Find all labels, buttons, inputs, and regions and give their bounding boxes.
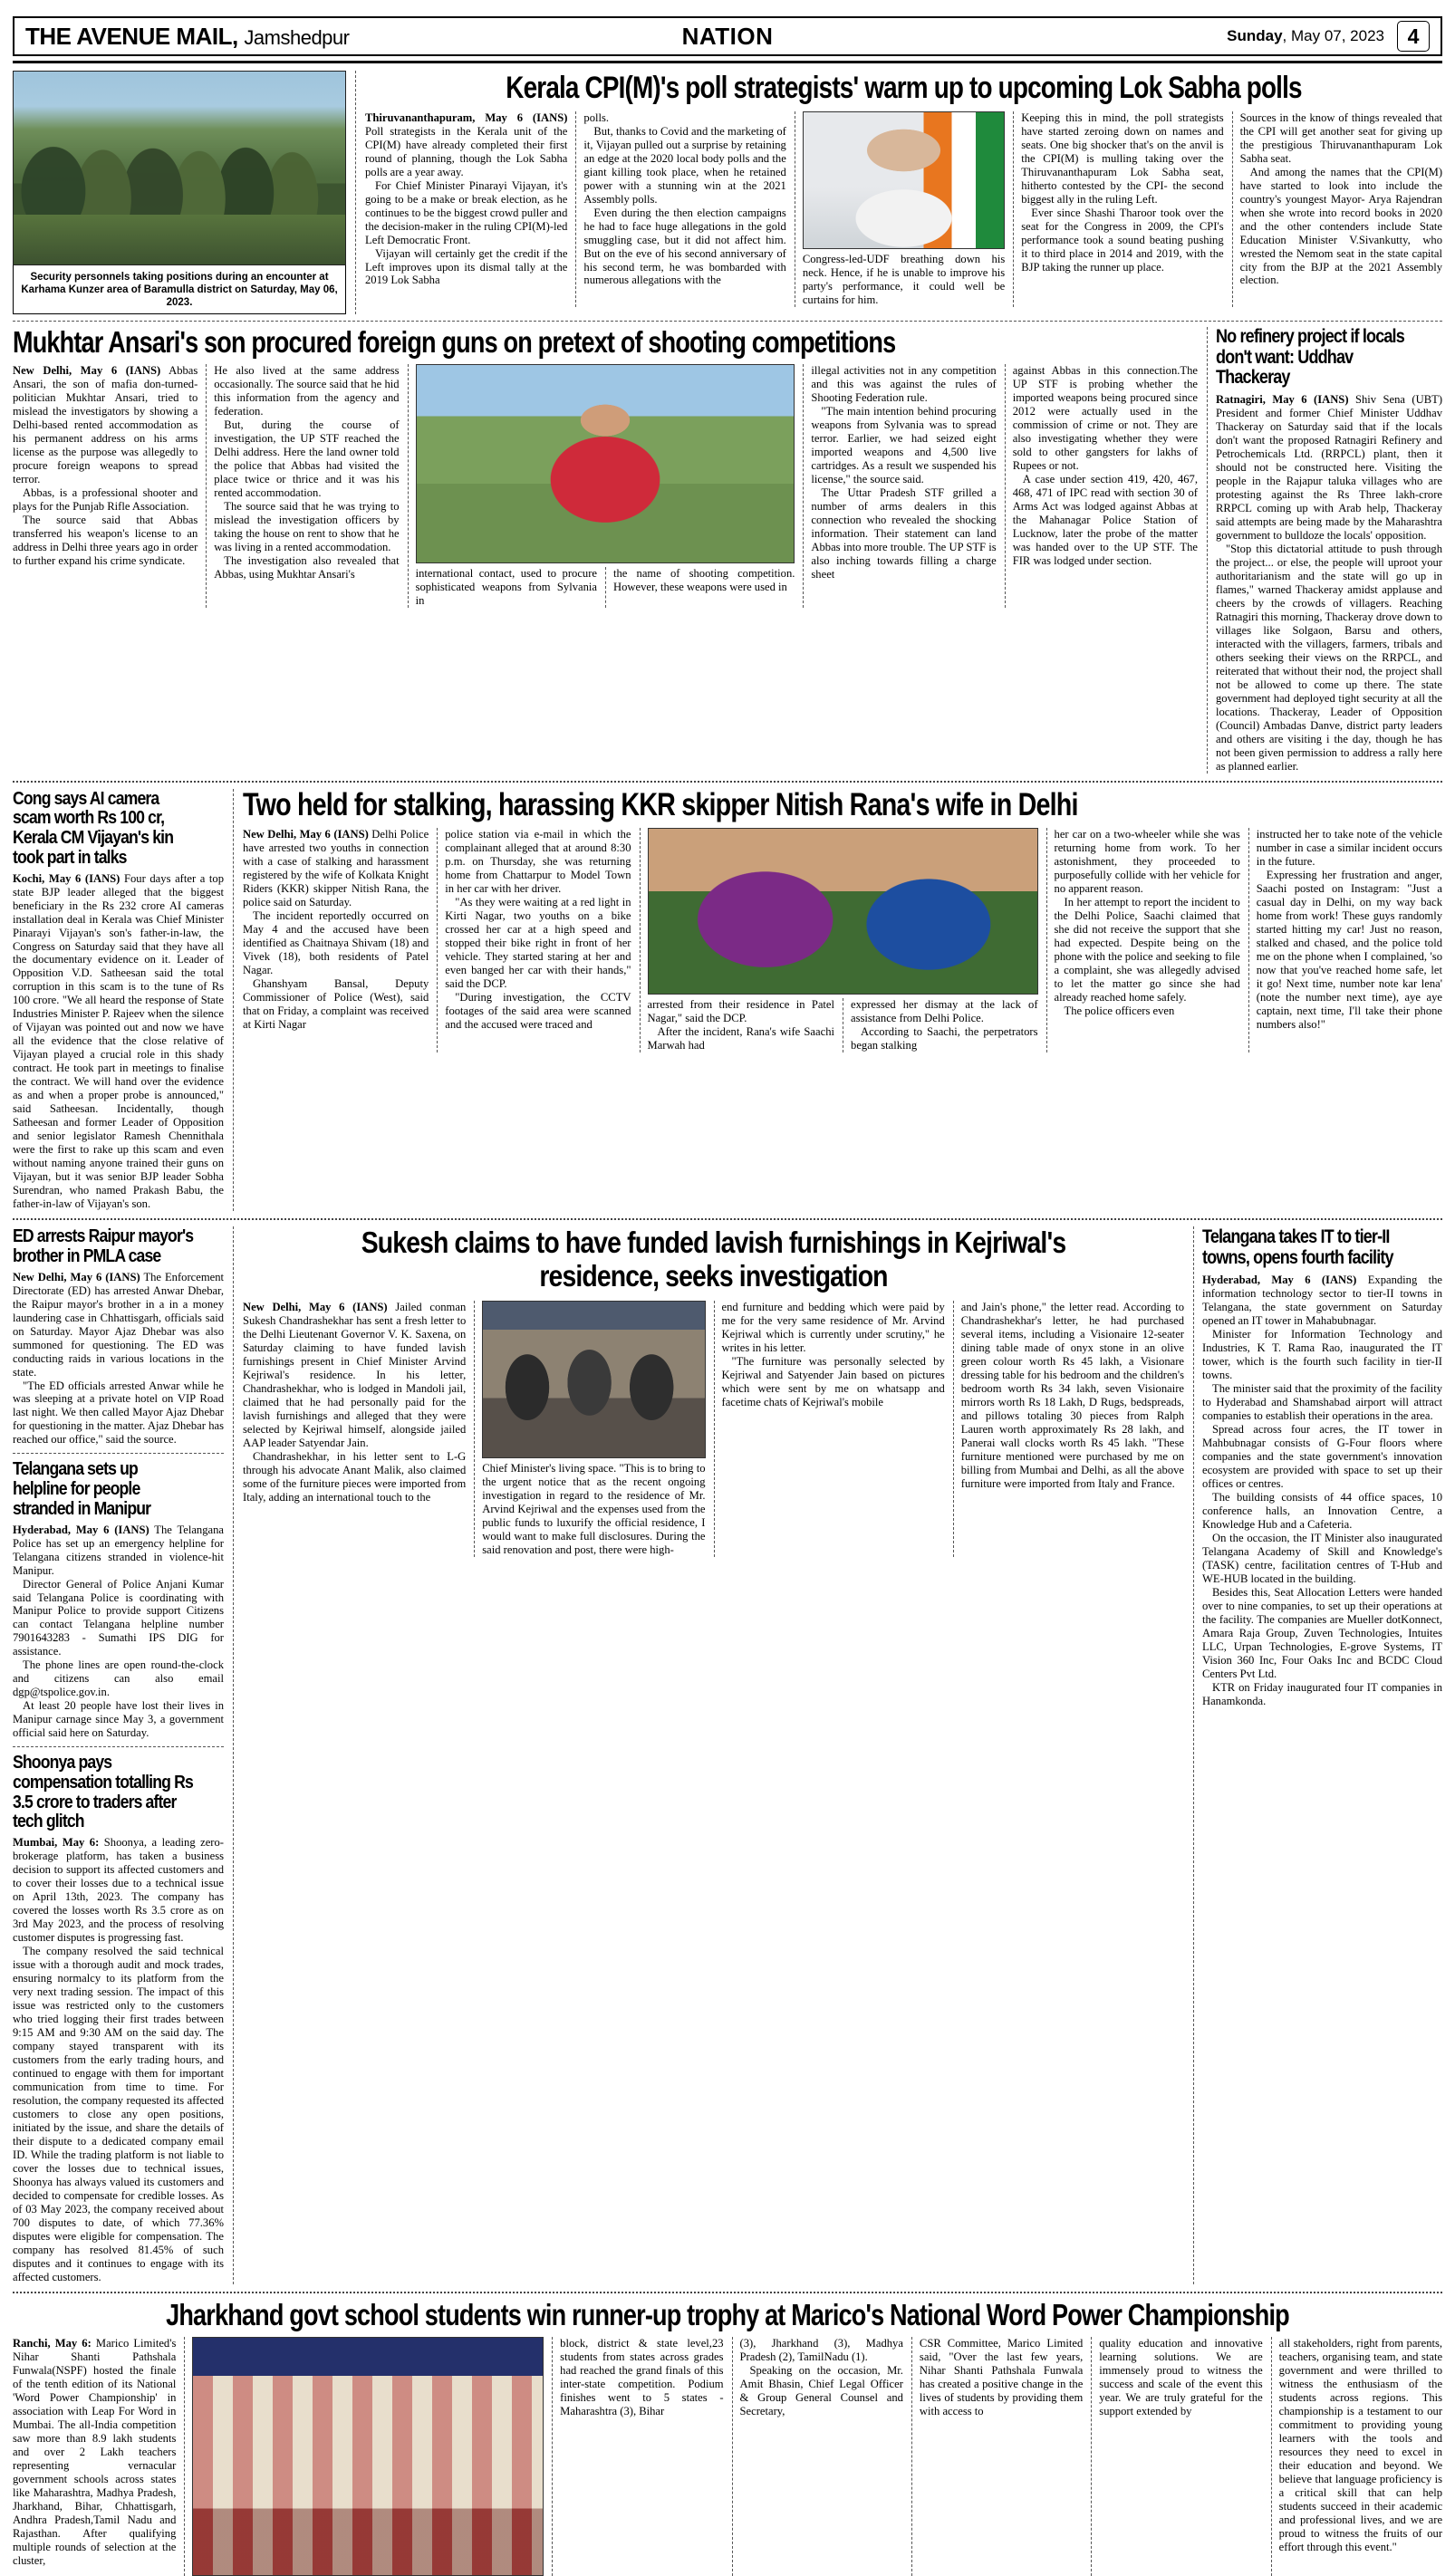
jharkhand-photo [192,2337,544,2576]
refinery-dateline: Ratnagiri, May 6 (IANS) [1216,393,1349,407]
stalking-columns [243,828,1442,1053]
jh-p4: Speaking on the occasion, Mr. Amit Bhasin, Chief Legal Officer & Group General Counsel and Secretary, [739,2364,903,2418]
telangana-it-body [1202,1274,1442,1708]
jharkhand-col-4 [911,2337,1083,2576]
kerala-p10: Sources in the know of things revealed that the CPI will get another seat for giving up the prestigious Thiruvananthapuram Lok Sabha seat. [1239,111,1443,165]
jharkhand-col-3 [732,2337,903,2576]
stalking-p13: The police officers even [1064,1004,1175,1018]
shoonya-p2: The company resolved the said technical issue with a thorough audit and mock trades, ensuring normalcy to its platform from the very next trading session. The impact of this issue was restricted only to the customers who tried logging their first trades between 9:15 AM and 9:30 AM on the said day. The company stayed transparent with its customers from the early trading hours, and continued to engage with them for important communication from time to time. For resolution, the company requested its affected customers to close any open positions, initiated by the issue, and share the details of their dispute to a dedicated company email ID. While the trading platform is not liable to cover the losses due to technical issues, Shoonya has always valued its customers and decided to compensate for credible losses. As of 03 May 2023, the company received about 700 disputes to date, of which 77.36% disputes were eligible for compensation. The company has resolved 81.45% of such disputes and it continues to engage with its affected customers. [13,1945,224,2283]
kerala-col-5 [1232,111,1442,307]
mukhtar-p10: illegal activities not in any competition and this was against the rules of Shooting Federation rule. [811,364,997,405]
masthead-date [1227,27,1384,45]
kerala-p11: And among the names that the CPI(M) have started to look into include the country's youngest Mayor- Arya Rajendran when she wrote into record books in 2020 and the other contenders include State Education Minister V.Sivankutty, who wrested the Nemom seat in the state capital city from the BJP at the 2021 Assembly election. [1239,165,1443,287]
kerala-p9: Ever since Shashi Tharoor took over the seat for the Congress in 2009, the CPI's performance took a sound beating pushing it to third place in 2014 and 2019, with the BJP taking the runner up place. [1021,206,1224,274]
tit-p2: Minister for Information Technology and Industries, K T. Rama Rao, inaugurated the IT tower, which is the fourth such facility in tier-II towns. [1202,1328,1442,1382]
th-p2: Director General of Police Anjani Kumar said Telangana Police is coordinating with Manipur Police to provide support Citizens can contact Telangana helpline number 7901643283 - Sumathi IPS DIG for assistance. [13,1577,224,1658]
mukhtar-photo-col [408,364,795,608]
cong-ai-p1: Four days after a top state BJP leader alleged that the biggest beneficiary in the Rs 232 crore AI cameras installation deal in Kerala was Chief Minister Pinarayi Vijayan's son's father-in-law, the Congress on Saturday said that they have all the documentary evidence on it. Leader of Opposition V.D. Satheesan said the total corruption in this scam is to the tune of Rs 100 crore. "We all heard the response of State Industries Minister P. Rajeev when the silence of Vijayan was pointed out and now we have all the evidence that the close relative of Vijayan played a crucial role in this shady contract. He took part in meetings to finalise the contract. We will hand over the evidence as and when a proper probe is announced," said Satheesan. Incidentally, though Satheesan and former Leader of Opposition and senior legislator Ramesh Chennithala were the first to rake up this scam and even without naming anyone trained their guns on Vijayan, but it was senior BJP leader Sobha Surendran, who named Prakash Babu, the father-in-law of Vijayan's son. [13,871,225,1211]
stalking-headline: Two held for stalking, harassing KKR skipper Nitish Rana's wife in Delhi [243,786,1078,822]
mukhtar-p3: The source said that Abbas transferred his weapon's license to an address in Delhi three years ago in order to further expand his crime syndicate. [13,513,198,567]
stalking-col-3 [648,998,835,1053]
ed-raipur-dateline: New Delhi, May 6 (IANS) [13,1270,140,1283]
jh-p5: CSR Committee, Marico Limited said, "Over the last few years, Nihar Shanti Pathshala Funwala has created a positive change in the lives of students by providing them with access to [919,2337,1084,2418]
telangana-helpline-headline: Telangana sets up helpline for people stranded in Manipur [13,1458,151,1519]
stalking-col-1 [243,828,429,1053]
jharkhand-dateline: Ranchi, May 6: [13,2337,92,2350]
kerala-col-4 [1013,111,1223,307]
masthead-weekday: Sunday [1227,27,1283,44]
cong-ai-body [13,872,224,1212]
mukhtar-col-2 [206,364,399,608]
stalking-p10: According to Saachi, the perpetrators began stalking [851,1025,1038,1053]
shoonya-headline: Shoonya pays compensation totalling Rs 3.5 crore to traders after tech glitch [13,1752,193,1832]
mukhtar-p8: international contact, used to procure sophisticated weapons from Sylvania in [415,567,597,608]
divider-2 [13,781,1442,783]
cong-ai-story [13,789,224,1211]
sukesh-col-3 [714,1301,945,1557]
mukhtar-p12: The Uttar Pradesh STF grilled a number of arms dealers in this connection who revealed the shocking information. Their statement can land Abbas into more trouble. The UP STF is also inching towards filling a charge sheet [811,485,997,581]
sukesh-p5: "The furniture was personally selected by Kejriwal and Satyender Jain based on pictures which were sent by me on whatsapp and facetime chats of Kejriwal's mobile [721,1355,945,1408]
page-number: 4 [1397,21,1430,52]
sukesh-headline: Sukesh claims to have funded lavish furnishings in Kejriwal's residence, seeks investigation [361,1226,1066,1293]
mukhtar-photo [416,364,795,563]
stalking-col-4 [843,998,1038,1053]
jh-p2: block, district & state level,23 students from states across grades had reached the grand finals of this inter-state competition. Podium finishes went to 5 states - Maharashtra (3), Bihar [560,2337,724,2418]
mukhtar-col-3 [416,567,597,608]
th-p1: The Telangana Police has set up an emergency helpline for Telangana citizens stranded in violence-hit Manipur. [13,1523,224,1577]
sukesh-p1: Jailed conman Sukesh Chandrashekhar has sent a fresh letter to the Delhi Lieutenant Governor V. K. Saxena, on Saturday claiming to have funded lavish furnishings present in Chief Minister Arvind Kejriwal's residence. In his letter, Chandrashekhar, who is lodged in Mandoli jail, claimed that he had personally paid for the lavish furnishings and alleged that they were selected by Kejriwal himself, alongside jailed AAP leader Satyendar Jain. [243,1301,467,1449]
masthead-rule [13,61,1442,63]
telangana-helpline-dateline: Hyderabad, May 6 (IANS) [13,1523,149,1536]
refinery-p2: "Stop this dictatorial attitude to push through the project... or else, the people will uproot your authoritarianism and the state will go up in flames," warned Thackeray amidst applause and cheers by the crowds of villagers. Reaching Ratnagiri this morning, Thackeray drove down to villages like Solgaon, Barsu and others, interacted with the villagers, farmers, tribals and others seeking their views on the RRPCL, and reiterated that without their nod, the project shall not be allowed to come up there. The state government had deployed tight security at all the locations. Thackeray, Leader of Opposition (Council) Ambadas Danve, district party leaders and others are visiting i the day, though he has not been given permission to address a rally here as planned earlier. [1216,542,1442,773]
th-p3: The phone lines are open round-the-clock and citizens can also email dgp@tspolice.gov.in. [13,1658,224,1699]
stalking-col-6 [1248,828,1442,1053]
refinery-body [1216,393,1442,774]
mukhtar-p6: The source said that he was trying to mislead the investigation officers by taking the house on rent to show that he was living in a rented accommodation. [214,499,400,553]
stalking-photo [648,828,1038,995]
mukhtar-p1: Abbas Ansari, the son of mafia don-turned-politician Mukhtar Ansari, tried to mislead the investigators by showing a Delhi-based rented accommodation as his permanent address on his arms license as the purpose was allegedly to procure foreign weapons to spread terror. [13,364,198,485]
jharkhand-col-5 [1091,2337,1262,2576]
mukhtar-dateline: New Delhi, May 6 (IANS) [13,364,161,378]
mukhtar-p13: against Abbas in this connection.The UP STF is probing whether the imported weapons being procured since 2012 were actually used in the commission of crime or not. They are also investigating whether they were sold to other gangsters for lakhs of Rupees or not. [1012,364,1198,472]
kashmir-photo [13,71,346,265]
tit-p5: The building consists of 44 office spaces, 10 conference halls, an Innovation Centre, a Knowledge Hub and a Cafeteria. [1202,1491,1442,1532]
top-block [13,71,1442,314]
telangana-helpline-body [13,1523,224,1741]
cong-ai-headline: Cong says AI camera scam worth Rs 100 cr, Kerala CM Vijayan's kin took part in talks [13,787,174,868]
masthead-paper-name: THE AVENUE MAIL, [25,22,238,50]
sukesh-dateline: New Delhi, May 6 (IANS) [243,1301,388,1314]
kerala-columns [365,111,1442,307]
ed-raipur-p2: "The ED officials arrested Anwar while he was sleeping at a private hotel on VIP Road last night. We then called Mayor Ajaz Dhebar for questioning in the matter. Ajaz Dhebar has reached our office," said the source. [13,1379,224,1447]
stalking-p7: arrested from their residence in Patel Nagar," said the DCP. [647,998,835,1025]
mukhtar-p7: The investigation also revealed that Abbas, using Mukhtar Ansari's [214,553,400,581]
stalking-photo-col [640,828,1038,1053]
ed-raipur-body [13,1271,224,1447]
masthead [13,16,1442,56]
kerala-p8: Keeping this in mind, the poll strategists have started zeroing down on names and seats. One big shocker that's on the anvil is the CPI(M) is mulling taking over the Thiruvananthapuram Lok Sabha seat, hitherto contested by the CPI- the second biggest ally in the ruling Left. [1021,111,1224,206]
tit-p3: The minister said that the proximity of the facility to Hyderabad and Shamshabad airport will attract companies to establish their operations in the area. [1202,1382,1442,1423]
shoonya-dateline: Mumbai, May 6: [13,1836,100,1850]
divider-left-2 [13,1746,224,1747]
mukhtar-col-6 [1005,364,1198,608]
jharkhand-col-2 [552,2337,723,2576]
kerala-p6: Even during the then election campaigns he had to face huge allegations in the gold smuggling case, but it did not affect him. But on the eve of his second anniversary of his second term, he was bombarded with numerous allegations with the [583,206,786,287]
masthead-date-value: , May 07, 2023 [1282,27,1384,44]
stalking-p5: "As they were waiting at a red light in Kirti Nagar, two youths on a bike crossed her car at a high speed and stopped their bike right in front of her vehicle. They started staring at her and even banged her car with their hands," said the DCP. [445,896,631,991]
kerala-p7: Congress-led-UDF breathing down his neck. Hence, if he is unable to improve his party's performance, it could well be curtains for him. [802,252,1006,306]
sukesh-col-2 [474,1301,705,1557]
divider-left-1 [13,1453,224,1454]
kerala-p3: Vijayan will certainly get the credit if the Left improves upon its dismal tally at the 2019 Lok Sabha [365,246,568,287]
jh-p1: Marico Limited's Nihar Shanti Pathshala Funwala(NSPF) hosted the finale of the tenth edition of its National 'Word Power Championship' in association with Leap For Word in Mumbai. The all-India competition saw more than 8.9 lakh students and over 2 Lakh teachers representing vernacular government schools across states like Maharashtra, Madhya Pradesh, Jharkhand, Bihar, Chhattisgarh, Andhra Pradesh,Tamil Nadu and Rajasthan. After qualifying multiple rounds of selection at the cluster, [13,2337,177,2568]
ed-raipur-story [13,1226,224,1447]
sukesh-p3: Chief Minister's living space. "This is to bring to the urgent notice that as the recent ongoing investigation in regard to the residence of Mr. Arvind Kejriwal and the expenses used from the public funds to luxurify the official residence, I would want to make full disclosures. During the said renovation and post, there were high- [482,1462,706,1556]
stalking-p2: The incident reportedly occurred on May 4 and the accused have been identified as Chaitnaya Shivam (18) and Vivek (18), both residents of Patel Nagar. [243,909,429,977]
telangana-helpline-story [13,1459,224,1740]
jh-p6: quality education and innovative learning solutions. We are immensely proud to witness the success and scale of the event this year. We are truly grateful for the support extended by [1099,2337,1263,2418]
stalking-p3: Ghanshyam Bansal, Deputy Commissioner of Police (West), said that on Friday, a complaint was received at Kirti Nagar [243,977,429,1032]
jharkhand-photo-col [184,2337,544,2576]
kerala-story [355,71,1442,314]
mukhtar-p11: "The main intention behind procuring weapons from Sylvania was to spread terror. Earlier, we had seized eight imported weapons and 4,500 live cartridges. As a result we suspended his license," the source said. [811,405,997,485]
stalking-p15: Expressing her frustration and anger, Saachi posted on Instagram: "Just a casual day in Delhi, on my way back home from work! These guys randomly started hitting my car! Just no reason, stalked and chased, and the police told me on the phone when I complained, 'so now that you've reached home safe, let it go! Next time, number note kar lena' (note the number next time), aye aye captain, next time, I'll take their phone numbers also!" [1256,869,1443,1032]
divider-1 [13,321,1442,322]
tit-p4: Spread across four acres, the IT tower in Mahbubnagar consists of G-Four floors where companies and the state government's innovation ecosystem are provided with space to set up their offices or centres. [1202,1423,1442,1491]
kerala-headline: Kerala CPI(M)'s poll strategists' warm up to upcoming Lok Sabha polls [506,71,1302,105]
sukesh-p6: and Jain's phone," the letter read. According to Chandrashekhar's letter, he had purchased several items, including a Visionaire 12-seater dining table made of onyx stone in an olive green colour worth Rs 45 lakh, a Visionare dressing table for his bedroom and the children's bedroom worth Rs 34 lakh, seven Visionaire mirrors worth Rs 18 Lakh, D Rugs, bedspreads, and pillows totaling 30 pieces from Ralph Lauren worth approximately Rs 28 lakh, and Panerai wall clocks worth Rs 45 lakh. "These furniture mentioned were purchased by me on billing from Mumbai and Delhi, as all the above furniture were imported from Italy and France. [960,1301,1184,1490]
tit-p8: KTR on Friday inaugurated four IT companies in Hanamkonda. [1202,1680,1442,1707]
left-stack [13,1226,224,2284]
th-p4: At least 20 people have lost their lives in Manipur carnage since May 3, a government official said here on Saturday. [13,1699,224,1740]
stalking-p12: In her attempt to report the incident to the Delhi Police, Saachi claimed that she did not receive the support that she had expected. Despite being on the phone with the police and seeking to file a complaint, she was allegedly advised to let the matter go since she had already reached home safely. [1054,896,1240,1004]
kerala-col-2 [575,111,785,307]
kerala-politician-photo [803,111,1005,249]
jharkhand-col-1 [13,2337,176,2576]
stalking-story [233,786,1443,1211]
jh-p7: all stakeholders, right from parents, teachers, organising team, and state government and were thrilled to witness the enthusiasm of the students across regions. This championship is a testament to our commitment to providing young learners with the tools and resources they need to excel in their education and beyond. We believe that language proficiency is a critical skill that can help students succeed in their academic and professional lives, and we are proud to witness the fruits of our effort through this event." [1278,2337,1443,2554]
mukhtar-columns [13,364,1198,608]
mukhtar-p4: He also lived at the same address occasionally. The source said that he hid this information from the agency and federation. [214,364,400,418]
stalking-col-5 [1046,828,1240,1053]
ed-raipur-p1: The Enforcement Directorate (ED) has arrested Anwar Dhebar, the Raipur mayor's brother in a in a money laundering case in Chhattisgarh, officials said on Saturday. Mayor Ajaz Dhebar was also summoned for questioning. The ED was conducting raids in various locations in the state. [13,1270,225,1379]
jharkhand-story [13,2297,1443,2576]
telangana-it-story [1193,1226,1442,2284]
sukesh-col-4 [953,1301,1184,1557]
telangana-it-headline: Telangana takes IT to tier-II towns, opens fourth facility [1202,1226,1393,1269]
kerala-col-1 [365,111,567,307]
shoonya-body [13,1836,224,2283]
mukhtar-p5: But, during the course of investigation, the UP STF reached the Delhi address. Here the land owner told the police that Abbas had visited the place twice or thrice and it was his rented accommodation. [214,418,400,499]
stalking-dateline: New Delhi, May 6 (IANS) [243,828,369,841]
divider-4 [13,2292,1442,2293]
telangana-it-dateline: Hyderabad, May 6 (IANS) [1202,1274,1357,1287]
stalking-p14: instructed her to take note of the vehicle number in case a similar incident occurs in the future. [1256,828,1443,869]
kerala-p1: Poll strategists in the Kerala unit of the CPI(M) have already completed their first round of planning, though the Lok Sabha polls are a year away. [365,124,568,178]
jh-p3: (3), Jharkhand (3), Madhya Pradesh (2), TamilNadu (1). [739,2337,903,2364]
sukesh-block [13,1226,1442,2284]
tit-p1: Expanding the information technology sector to tier-II towns in Telangana, the state government on Saturday opened an IT tower in Mahabubnagar. [1202,1274,1442,1328]
kerala-col-3 [795,111,1005,307]
refinery-p1: Shiv Sena (UBT) President and former Chief Minister Uddhav Thackeray on Saturday said that if the locals don't want the proposed Ratnagiri Refinery and Petrochemicals Ltd. (RRPCL) plant, then it should not be constructed here. Visiting the people in the Rajapur taluka villages who are protesting against the Rs Three lakh-crore RRPCL coming up with Arab help, Thackeray said attempts are being made by the Maharashtra government to bulldoze the locals' opposition. [1216,393,1443,542]
masthead-title [25,23,349,51]
stalking-block [13,786,1443,1211]
mukhtar-block [13,327,1442,773]
tit-p7: Besides this, Seat Allocation Letters were handed over to nine companies, to set up their operations at the facility. The companies are Mueller dotKonnect, Amara Raja Group, Zuven Technologies, Intuites LLC, Urpan Technologies, E-grove Systems, IT Vision 360 Inc, Four Oaks Inc and BCDC Cloud Centers Pvt Ltd. [1202,1586,1442,1680]
sukesh-columns [243,1301,1184,1557]
stalking-p4: police station via e-mail in which the complainant alleged that at around 8:30 p.m. on Thursday, she was returning home from Chattarpur to Model Town in her car with her driver. [445,828,631,896]
sukesh-story [233,1226,1184,2284]
divider-3 [13,1218,1442,1220]
kashmir-photo-caption: Security personnels taking positions during an encounter at Karhama Kunzer area of Baramulla district on Saturday, May 06, 2023. [21,272,338,308]
mukhtar-col-1 [13,364,198,608]
kerala-dateline: Thiruvananthapuram, May 6 (IANS) [365,111,568,124]
stalking-p1: Delhi Police have arrested two youths in connection with a case of stalking and harassment registered by the wife of Kolkata Knight Riders (KKR) skipper Nitish Rana, the police said on Saturday. [243,828,429,909]
masthead-city: Jamshedpur [244,25,350,49]
mukhtar-col-5 [803,364,996,608]
stalking-col-2 [437,828,631,1053]
mukhtar-story [13,327,1198,773]
kerala-p2: For Chief Minister Pinarayi Vijayan, it's going to be a make or break election, as he continues to be the biggest crowd puller and the decision-maker in the ruling CPI(M)-led Left Democratic Front. [365,178,568,246]
stalking-p9: expressed her dismay at the lack of assistance from Delhi Police. [851,998,1038,1025]
stalking-p6: "During investigation, the CCTV footages of the said area were scanned and the accused were traced and [445,991,631,1032]
kashmir-photo-block [13,71,346,314]
sukesh-p2: Chandrashekhar, in his letter sent to L-G through his advocate Anant Malik, also claimed some of the furniture pieces were imported from Italy, adding an international touch to the [243,1449,467,1504]
mukhtar-headline: Mukhtar Ansari's son procured foreign guns on pretext of shooting competitions [13,325,896,360]
shoonya-story [13,1753,224,2283]
jharkhand-headline: Jharkhand govt school students win runner-up trophy at Marico's National Word Power Championship [166,2297,1289,2331]
stalking-p8: After the incident, Rana's wife Saachi Marwah had [647,1025,835,1053]
mukhtar-col-4 [605,567,795,608]
refinery-story [1207,327,1442,773]
cong-ai-dateline: Kochi, May 6 (IANS) [13,871,120,885]
masthead-section: NATION [681,22,774,50]
jharkhand-col-6 [1271,2337,1442,2576]
tit-p6: On the occasion, the IT Minister also inaugurated Telangana Academy of Skill and Knowledge's (TASK) centre, facilitation centres of T-Hub and WE-HUB located in the building. [1202,1532,1442,1586]
sukesh-photo [482,1301,705,1458]
kerala-p4: polls. [583,111,610,124]
mukhtar-p2: Abbas, is a professional shooter and plays for the Punjab Rifle Association. [13,485,198,513]
refinery-headline: No refinery project if locals don't want: Uddhav Thackeray [1216,326,1404,388]
stalking-p11: her car on a two-wheeler while she was returning home from work. To her astonishment, they proceeded to purposefully collide with her vehicle for no apparent reason. [1054,828,1240,896]
kerala-p5: But, thanks to Covid and the marketing of it, Vijayan pulled out a surprise by retaining an edge at the 2020 local body polls and the giant killing took place, when he retained power with a stunning win at the 2021 Assembly polls. [583,124,786,206]
mukhtar-p14: A case under section 419, 420, 467, 468, 471 of IPC read with section 30 of Arms Act was lodged against Abbas at the Mahanagar Police Station of Lucknow, later the probe of the matter was handed over to the UP STF. The FIR was lodged under section. [1012,472,1198,567]
jharkhand-columns [13,2337,1442,2576]
mukhtar-p9: the name of shooting competition. However, these weapons were used in [613,567,795,594]
shoonya-p1: Shoonya, a leading zero-brokerage platform, has taken a business decision to support its affected customers and to cover their losses due to a technical issue on April 13th, 2023. The company has covered the losses worth Rs 3.5 crore as on 3rd May 2023, and the process of resolving customer disputes is progressing fast. [13,1836,224,1945]
ed-raipur-headline: ED arrests Raipur mayor's brother in PMLA case [13,1226,194,1266]
sukesh-col-1 [243,1301,466,1557]
sukesh-p4: end furniture and bedding which were paid by me for the very same residence of Mr. Arvind Kejriwal which is currently under scrutiny," he writes in his letter. [721,1301,945,1355]
